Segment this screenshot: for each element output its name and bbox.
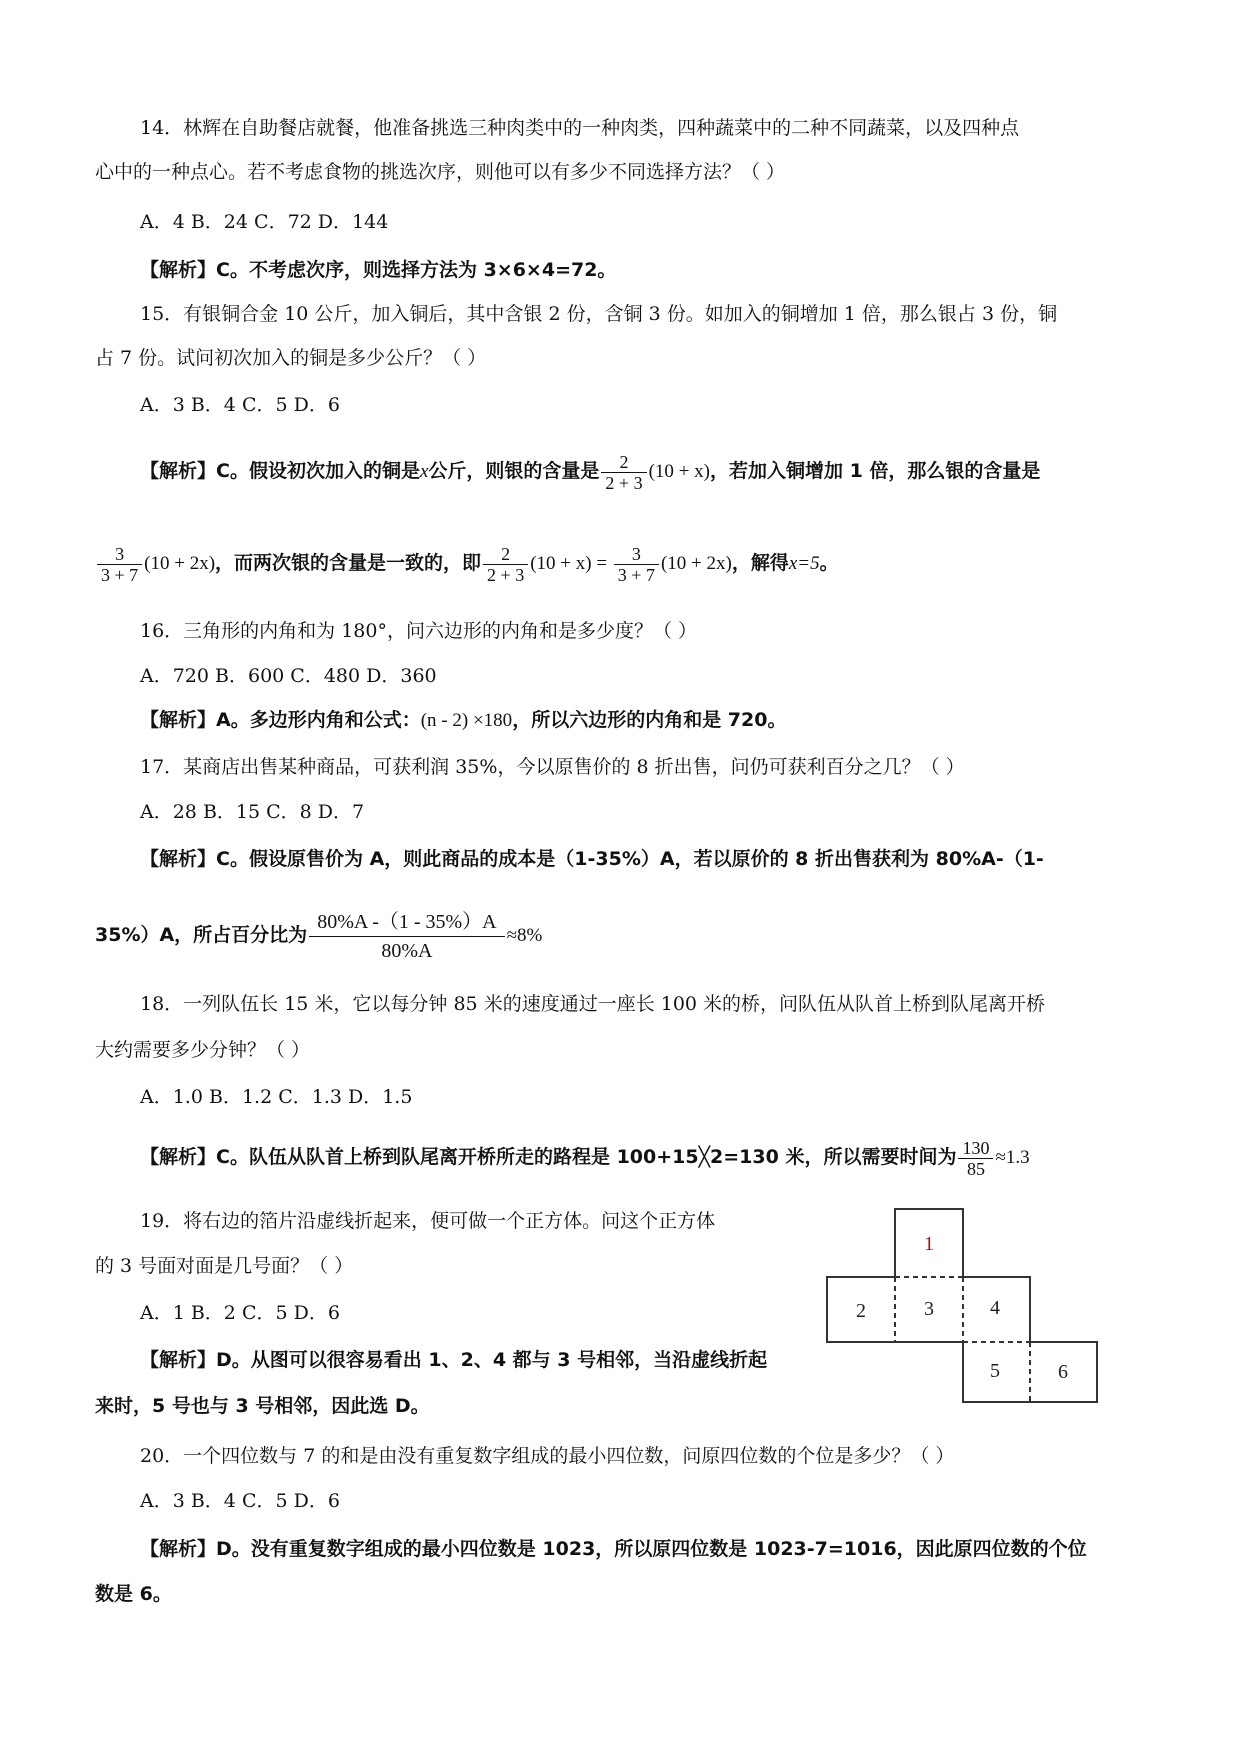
q20-answer-line2: 数是 6。 — [95, 1583, 172, 1605]
q18-stem-line1: 18．一列队伍长 15 米，它以每分钟 85 米的速度通过一座长 100 米的桥，问队伍从队首上桥到队尾离开桥 — [140, 993, 1046, 1015]
fraction-2-over-5: $\frac{2}{2 + 3}$ — [483, 544, 528, 585]
q16-answer: 【解析】A。多边形内角和公式：(n - 2) ×180，所以六边形的内角和是 720。 — [140, 709, 787, 731]
q20-options: A．3 B．4 C．5 D．6 — [140, 1490, 340, 1512]
q19-stem-line2: 的 3 号面对面是几号面？（ ） — [95, 1255, 354, 1277]
answer-tag: 【解析】 — [140, 848, 217, 870]
fraction-profit: $\frac{80\%A -(1 - 35\%)A}{80\%A}$ — [309, 908, 504, 965]
q19-stem-line1: 19．将右边的箔片沿虚线折起来，便可做一个正方体。问这个正方体 — [140, 1210, 716, 1232]
answer-tag: 【解析】 — [140, 1146, 217, 1168]
face-3: 3 — [924, 1298, 934, 1320]
q15-answer-line2: $\frac{3}{3 + 7}$ (10 + 2x)，而两次银的含量是一致的，即 $\frac{2}{2 + 3}$ (10 + x) = $\frac{3}{3 + 7}$ (10 + 2x)，解得x=5。 — [95, 532, 839, 595]
q18-stem-line2: 大约需要多少分钟？（ ） — [95, 1039, 311, 1061]
q18-options: A．1.0 B．1.2 C．1.3 D．1.5 — [140, 1086, 413, 1108]
q17-answer-line2: 35%）A，所占百分比为 $\frac{80\%A -(1 - 35\%)A}{80\%A}$ ≈8% — [95, 905, 542, 966]
q14-stem-line1: 14．林辉在自助餐店就餐，他准备挑选三种肉类中的一种肉类，四种蔬菜中的二种不同蔬菜，以及四种点 — [140, 117, 1020, 139]
cube-net-diagram — [825, 1207, 1105, 1407]
answer-tag: 【解析】 — [140, 460, 217, 482]
q17-stem: 17．某商店出售某种商品，可获利润 35%，今以原售价的 8 折出售，问仍可获利百分之几？（ ） — [140, 756, 965, 778]
q16-stem: 16．三角形的内角和为 180°，问六边形的内角和是多少度？（ ） — [140, 620, 698, 642]
q16-options: A．720 B．600 C．480 D．360 — [140, 665, 437, 687]
q17-options: A．28 B．15 C．8 D．7 — [140, 801, 365, 823]
q19-answer-line2: 来时，5 号也与 3 号相邻，因此选 D。 — [95, 1395, 430, 1417]
fraction-3-over-10: $\frac{3}{3 + 7}$ — [97, 544, 142, 585]
answer-tag: 【解析】 — [140, 1349, 217, 1371]
q15-answer-line1: 【解析】C。假设初次加入的铜是x公斤，则银的含量是 $\frac{2}{2 + 3}$ (10 + x)，若加入铜增加 1 倍，那么银的含量是 — [140, 451, 1041, 493]
q14-answer — [140, 256, 616, 284]
fraction-130-over-85: $\frac{130}{85}$ — [958, 1138, 993, 1179]
q14-options: A．4 B．24 C．72 D．144 — [140, 211, 389, 233]
q17-answer-line1: 【解析】C。假设原售价为 A，则此商品的成本是（1-35%）A，若以原价的 8 折出售获利为 80%A-（1- — [140, 848, 1044, 870]
q19-answer-line1: 【解析】D。从图可以很容易看出 1、2、4 都与 3 号相邻，当沿虚线折起 — [140, 1349, 768, 1371]
q20-answer-line1: 【解析】D。没有重复数字组成的最小四位数是 1023，所以原四位数是 1023-7=1016，因此原四位数的个位 — [140, 1538, 1087, 1560]
formula: (n - 2) ×180 — [420, 710, 513, 731]
answer-tag: 【解析】 — [140, 259, 217, 281]
answer-tag: 【解析】 — [140, 709, 217, 731]
q18-answer: 【解析】C。队伍从队首上桥到队尾离开桥所走的路程是 100+15╳2=130 米，所以需要时间为 $\frac{130}{85}$ ≈1.3 — [140, 1137, 1030, 1179]
q20-stem: 20．一个四位数与 7 的和是由没有重复数字组成的最小四位数，问原四位数的个位是多少？（ ） — [140, 1445, 955, 1467]
face-1: 1 — [924, 1233, 934, 1255]
q14-answer-text: C。不考虑次序，则选择方法为 3×6×4=72。 — [216, 259, 617, 281]
q15-stem-line1: 15．有银铜合金 10 公斤，加入铜后，其中含银 2 份，含铜 3 份。如加入的铜增加 1 倍，那么银占 3 份，铜 — [140, 303, 1058, 325]
fraction-2-over-5: $\frac{2}{2 + 3}$ — [601, 452, 646, 493]
face-6: 6 — [1058, 1361, 1068, 1383]
face-4: 4 — [990, 1297, 1000, 1319]
face-2: 2 — [856, 1300, 866, 1322]
q15-options: A．3 B．4 C．5 D．6 — [140, 394, 340, 416]
q19-options: A．1 B．2 C．5 D．6 — [140, 1302, 340, 1324]
face-5: 5 — [990, 1360, 1000, 1382]
fraction-3-over-10: $\frac{3}{3 + 7}$ — [614, 544, 659, 585]
q14-stem-line2: 心中的一种点心。若不考虑食物的挑选次序，则他可以有多少不同选择方法？（ ） — [95, 161, 786, 183]
answer-tag: 【解析】 — [140, 1538, 217, 1560]
q15-stem-line2: 占 7 份。试问初次加入的铜是多少公斤？（ ） — [95, 347, 487, 369]
